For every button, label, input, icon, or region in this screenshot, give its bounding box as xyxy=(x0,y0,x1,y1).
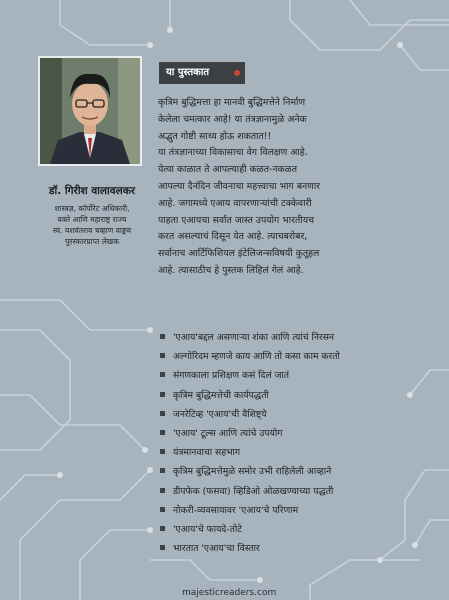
list-item xyxy=(160,346,444,365)
list-item-text: संगणकाला प्रशिक्षण कसं दिलं जातं xyxy=(173,370,290,382)
author-desc-line: स्व. यशवंतराव चव्हाण वाङ्मय xyxy=(52,226,132,235)
list-item-text: कृत्रिम बुद्धिमत्तेमुळे समोर उभी राहिलेली आव्हाने xyxy=(173,466,332,478)
author-photo xyxy=(38,56,142,166)
intro-line: कृत्रिम बुद्धिमत्ता हा मानवी बुद्धिमत्तेने निर्माण xyxy=(158,97,306,108)
list-item-text: डीपफेक (फसवा) व्हिडिओ ओळखण्याच्या पद्धती xyxy=(173,485,334,497)
list-item xyxy=(160,461,444,480)
square-bullet-icon xyxy=(160,392,165,397)
intro-line: आपल्या दैनंदिन जीवनाचा महत्त्वाचा भाग बनणार xyxy=(158,180,321,192)
square-bullet-icon xyxy=(160,468,165,473)
list-item-text: कृत्रिम बुद्धिमत्तेची कार्यपद्धती xyxy=(173,389,269,401)
square-bullet-icon xyxy=(160,526,165,531)
square-bullet-icon xyxy=(160,449,165,454)
list-item-text: जनरेटिव्ह 'एआय'ची वैशिष्ट्ये xyxy=(173,408,267,420)
list-item-text: 'एआय' टूल्स आणि त्यांचे उपयोग xyxy=(173,428,283,440)
list-item xyxy=(160,385,444,404)
footer-url: majesticreaders.com xyxy=(182,588,277,598)
author-desc-line: वक्ते आणि महाराष्ट्र राज्य xyxy=(57,215,127,224)
intro-line: या तंत्रज्ञानाच्या विकासाचा वेग विलक्षण आहे. xyxy=(158,147,308,159)
square-bullet-icon xyxy=(160,545,165,550)
section-label: या पुस्तकात xyxy=(159,62,245,84)
intro-line: आहे. जगामध्ये एआय वापरणाऱ्यांची टक्केवारी xyxy=(158,197,312,209)
list-item-text: भारतात 'एआय'चा विस्तार xyxy=(173,543,260,555)
square-bullet-icon xyxy=(160,353,165,358)
list-item-text: अल्गोरिदम म्हणजे काय आणि तो कसा काम करतो xyxy=(173,351,340,363)
list-item xyxy=(160,423,444,442)
intro-line: केलेला चमत्कार आहे! या तंत्रज्ञानामुळे अनेक xyxy=(158,113,307,125)
accent-dot-icon xyxy=(234,70,240,76)
square-bullet-icon xyxy=(160,372,165,377)
author-desc-line: पुरस्कारप्राप्त लेखक xyxy=(65,237,119,246)
topics-list xyxy=(160,327,444,557)
intro-line: पाहता एआयचा सर्वात जास्त उपयोग भारतीयच xyxy=(158,214,314,226)
square-bullet-icon xyxy=(160,507,165,512)
list-item xyxy=(160,500,444,519)
square-bullet-icon xyxy=(160,334,165,339)
list-item xyxy=(160,481,444,500)
list-item xyxy=(160,365,444,384)
list-item xyxy=(160,519,444,538)
intro-paragraph xyxy=(158,95,444,280)
list-item xyxy=(160,404,444,423)
intro-line: येत्या काळात ते आपल्याही कळत-नकळत xyxy=(158,164,298,176)
author-name: डॉ. गिरीश वालावलकर xyxy=(48,185,136,197)
intro-line: करत असल्याचं दिसून येत आहे. त्याचबरोबर, xyxy=(158,231,308,243)
list-item-text: नोकरी-व्यवसायावर 'एआय'चे परिणाम xyxy=(173,504,299,516)
list-item xyxy=(160,538,444,557)
author-desc-line: शास्त्रज्ञ, कॉर्पोरेट अधिकारी, xyxy=(54,204,130,213)
square-bullet-icon xyxy=(160,430,165,435)
intro-line: अद्भुत गोष्टी साध्य होऊ शकतात!! xyxy=(158,130,272,142)
list-item-text: 'एआय'बद्दल असणाऱ्या शंका आणि त्यांचं निरसन xyxy=(173,332,335,344)
square-bullet-icon xyxy=(160,488,165,493)
list-item-text: यंत्रमानवाचा सहभाग xyxy=(173,447,241,459)
intro-line: सर्वानाच आर्टिफिशियल इंटेलिजन्सविषयी कुतूहल xyxy=(158,248,320,260)
square-bullet-icon xyxy=(160,411,165,416)
list-item-text: 'एआय'चे फायदे-तोटे xyxy=(173,523,242,535)
intro-line: आहे. त्यासाठीच हे पुस्तक लिहिलं गेलं आहे. xyxy=(158,264,304,276)
author-description xyxy=(22,203,162,247)
list-item xyxy=(160,442,444,461)
list-item xyxy=(160,327,444,346)
